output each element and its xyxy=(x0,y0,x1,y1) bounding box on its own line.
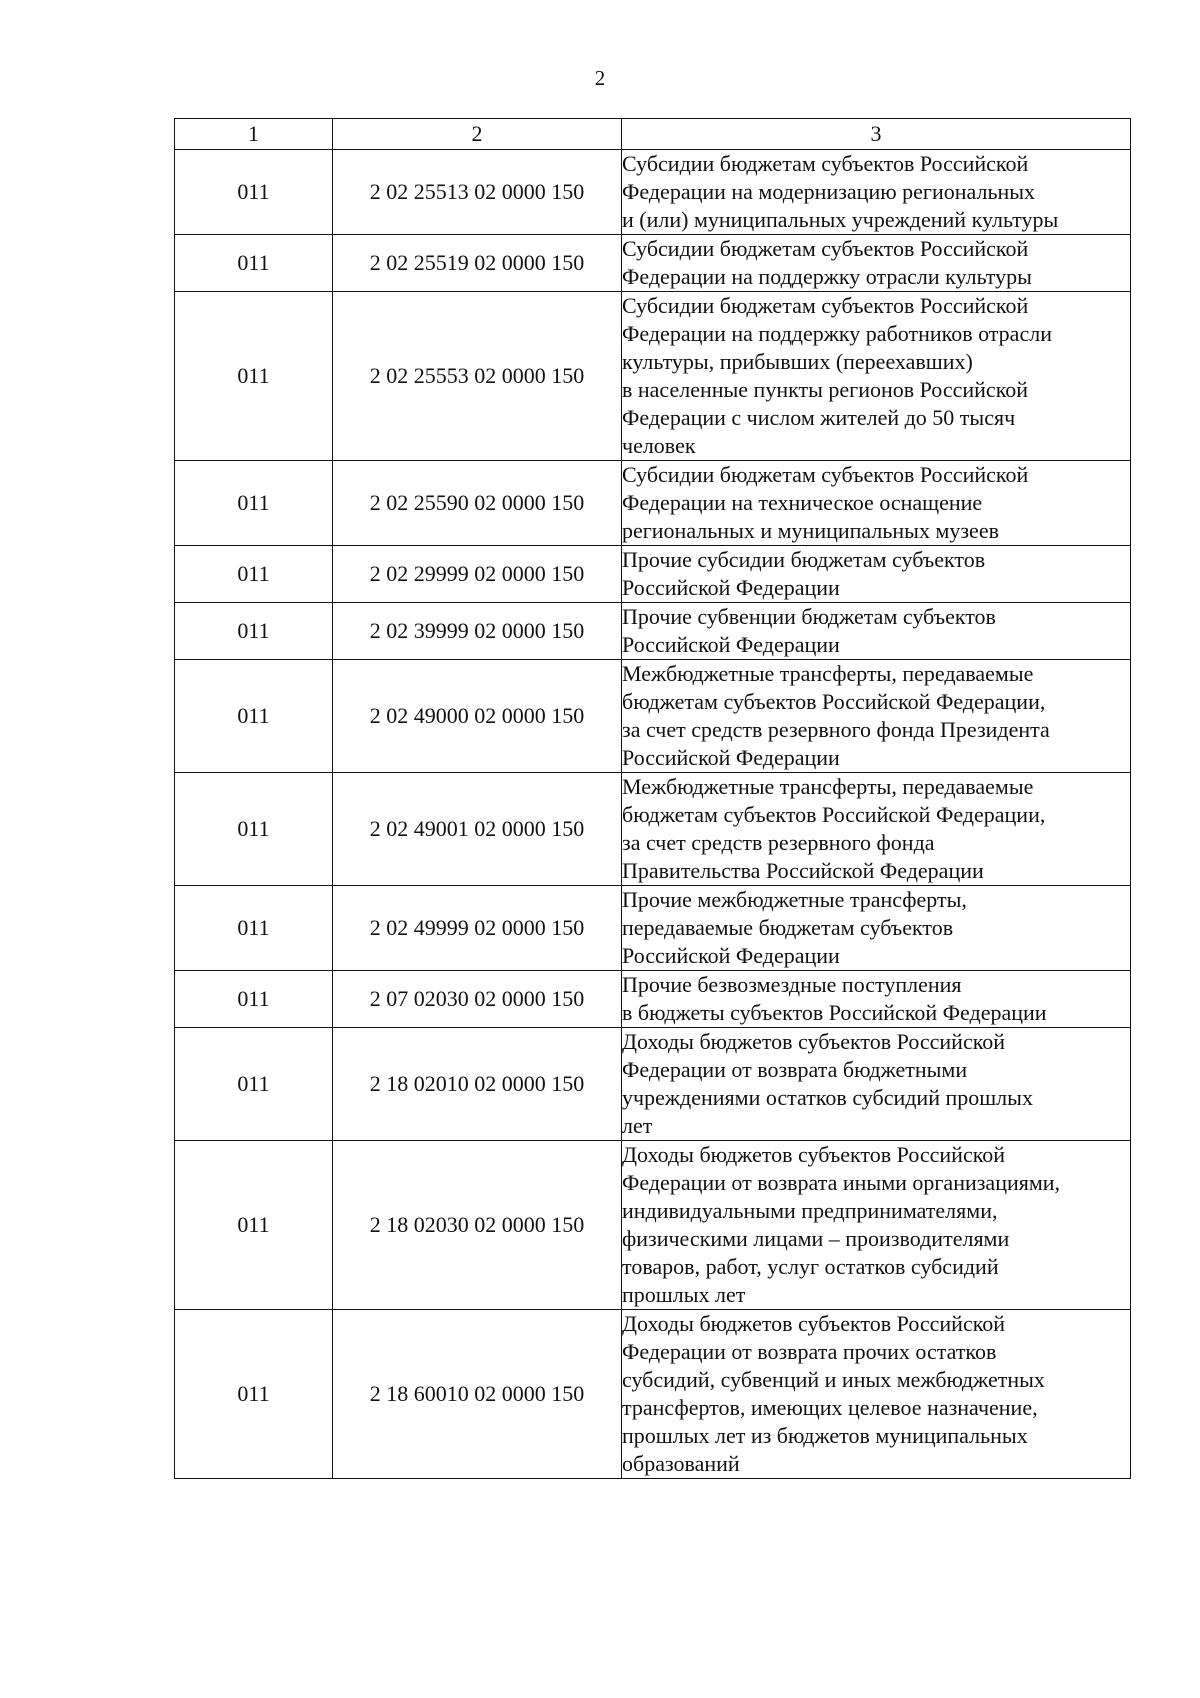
table-row xyxy=(175,292,1131,461)
description-line: Прочие субсидии бюджетам субъектов xyxy=(622,547,986,572)
description-line: бюджетам субъектов Российской Федерации, xyxy=(622,802,1046,827)
budget-classification-code-cell: 2 07 02030 02 0000 150 xyxy=(333,971,622,1028)
description-line: передаваемые бюджетам субъектов xyxy=(622,915,954,940)
description-line: Доходы бюджетов субъектов Российской xyxy=(622,1311,1006,1336)
description-line: Российской Федерации xyxy=(622,632,840,657)
admin-code-cell: 011 xyxy=(175,150,333,235)
description-line: Правительства Российской Федерации xyxy=(622,858,984,883)
description-cell xyxy=(622,1310,1131,1479)
description-line: трансфертов, имеющих целевое назначение, xyxy=(622,1395,1038,1420)
budget-classification-code-cell: 2 02 25553 02 0000 150 xyxy=(333,292,622,461)
description-line: в бюджеты субъектов Российской Федерации xyxy=(622,1000,1047,1025)
description-line: региональных и муниципальных музеев xyxy=(622,518,999,543)
admin-code-cell: 011 xyxy=(175,461,333,546)
description-line: физическими лицами – производителями xyxy=(622,1226,1010,1251)
description-line: Российской Федерации xyxy=(622,575,840,600)
table-row xyxy=(175,546,1131,603)
admin-code-cell: 011 xyxy=(175,546,333,603)
description-line: и (или) муниципальных учреждений культуры xyxy=(622,207,1059,232)
admin-code-cell: 011 xyxy=(175,235,333,292)
description-line: Субсидии бюджетам субъектов Российской xyxy=(622,236,1029,261)
description-cell xyxy=(622,461,1131,546)
budget-classification-code-cell: 2 02 49999 02 0000 150 xyxy=(333,886,622,971)
admin-code-cell: 011 xyxy=(175,603,333,660)
description-line: учреждениями остатков субсидий прошлых xyxy=(622,1085,1033,1110)
description-line: Российской Федерации xyxy=(622,943,840,968)
header-column-3: 3 xyxy=(622,119,1131,150)
table-row xyxy=(175,150,1131,235)
budget-classification-code-cell: 2 02 39999 02 0000 150 xyxy=(333,603,622,660)
description-line: Федерации от возврата бюджетными xyxy=(622,1057,968,1082)
admin-code-cell: 011 xyxy=(175,1141,333,1310)
admin-code-cell: 011 xyxy=(175,660,333,773)
description-line: Прочие межбюджетные трансферты, xyxy=(622,887,967,912)
description-cell xyxy=(622,235,1131,292)
admin-code-cell: 011 xyxy=(175,773,333,886)
description-line: Федерации на поддержку отрасли культуры xyxy=(622,264,1032,289)
admin-code-cell: 011 xyxy=(175,1028,333,1141)
description-line: прошлых лет из бюджетов муниципальных xyxy=(622,1423,1028,1448)
description-line: лет xyxy=(622,1113,653,1138)
admin-code-cell: 011 xyxy=(175,971,333,1028)
description-line: Федерации от возврата иными организациями, xyxy=(622,1170,1061,1195)
description-cell xyxy=(622,150,1131,235)
description-line: Федерации на поддержку работников отрасли xyxy=(622,321,1052,346)
page-number: 2 xyxy=(594,66,606,90)
budget-classification-code-cell: 2 02 25590 02 0000 150 xyxy=(333,461,622,546)
description-line: Прочие безвозмездные поступления xyxy=(622,972,962,997)
description-line: Федерации с числом жителей до 50 тысяч xyxy=(622,405,1016,430)
table-row xyxy=(175,235,1131,292)
budget-classification-code-cell: 2 02 29999 02 0000 150 xyxy=(333,546,622,603)
table-row xyxy=(175,971,1131,1028)
description-cell xyxy=(622,886,1131,971)
admin-code-cell: 011 xyxy=(175,886,333,971)
description-line: культуры, прибывших (переехавших) xyxy=(622,349,973,374)
description-line: бюджетам субъектов Российской Федерации, xyxy=(622,689,1046,714)
header-column-2: 2 xyxy=(333,119,622,150)
header-row xyxy=(175,119,1131,150)
description-line: Федерации на техническое оснащение xyxy=(622,490,983,515)
description-line: человек xyxy=(622,433,696,458)
table-row xyxy=(175,886,1131,971)
budget-classification-code-cell: 2 02 49001 02 0000 150 xyxy=(333,773,622,886)
description-cell xyxy=(622,1028,1131,1141)
description-line: Доходы бюджетов субъектов Российской xyxy=(622,1029,1006,1054)
description-cell xyxy=(622,971,1131,1028)
description-line: Субсидии бюджетам субъектов Российской xyxy=(622,151,1029,176)
table-row xyxy=(175,660,1131,773)
description-cell xyxy=(622,546,1131,603)
budget-classification-code-cell: 2 18 02030 02 0000 150 xyxy=(333,1141,622,1310)
budget-classification-code-cell: 2 02 49000 02 0000 150 xyxy=(333,660,622,773)
description-line: товаров, работ, услуг остатков субсидий xyxy=(622,1254,999,1279)
description-line: Межбюджетные трансферты, передаваемые xyxy=(622,661,1034,686)
budget-classification-code-cell: 2 18 60010 02 0000 150 xyxy=(333,1310,622,1479)
description-cell xyxy=(622,773,1131,886)
description-line: Федерации на модернизацию региональных xyxy=(622,179,1036,204)
description-line: в населенные пункты регионов Российской xyxy=(622,377,1029,402)
revenue-codes-table xyxy=(174,118,1131,1479)
description-line: Субсидии бюджетам субъектов Российской xyxy=(622,462,1029,487)
description-cell xyxy=(622,660,1131,773)
description-cell xyxy=(622,292,1131,461)
table-row xyxy=(175,461,1131,546)
description-line: субсидий, субвенций и иных межбюджетных xyxy=(622,1367,1045,1392)
description-line: Российской Федерации xyxy=(622,745,840,770)
table-row xyxy=(175,773,1131,886)
table-row xyxy=(175,1141,1131,1310)
table-row xyxy=(175,603,1131,660)
description-line: прошлых лет xyxy=(622,1282,746,1307)
description-line: Субсидии бюджетам субъектов Российской xyxy=(622,293,1029,318)
description-line: Доходы бюджетов субъектов Российской xyxy=(622,1142,1006,1167)
header-column-1: 1 xyxy=(175,119,333,150)
budget-classification-code-cell: 2 02 25513 02 0000 150 xyxy=(333,150,622,235)
description-line: за счет средств резервного фонда Президента xyxy=(622,717,1050,742)
description-cell xyxy=(622,603,1131,660)
description-line: Межбюджетные трансферты, передаваемые xyxy=(622,774,1034,799)
description-line: Федерации от возврата прочих остатков xyxy=(622,1339,997,1364)
budget-classification-code-cell: 2 02 25519 02 0000 150 xyxy=(333,235,622,292)
budget-classification-code-cell: 2 18 02010 02 0000 150 xyxy=(333,1028,622,1141)
table-row xyxy=(175,1310,1131,1479)
admin-code-cell: 011 xyxy=(175,1310,333,1479)
description-cell xyxy=(622,1141,1131,1310)
description-line: образований xyxy=(622,1451,740,1476)
table-row xyxy=(175,1028,1131,1141)
admin-code-cell: 011 xyxy=(175,292,333,461)
description-line: Прочие субвенции бюджетам субъектов xyxy=(622,604,996,629)
description-line: индивидуальными предпринимателями, xyxy=(622,1198,998,1223)
description-line: за счет средств резервного фонда xyxy=(622,830,935,855)
